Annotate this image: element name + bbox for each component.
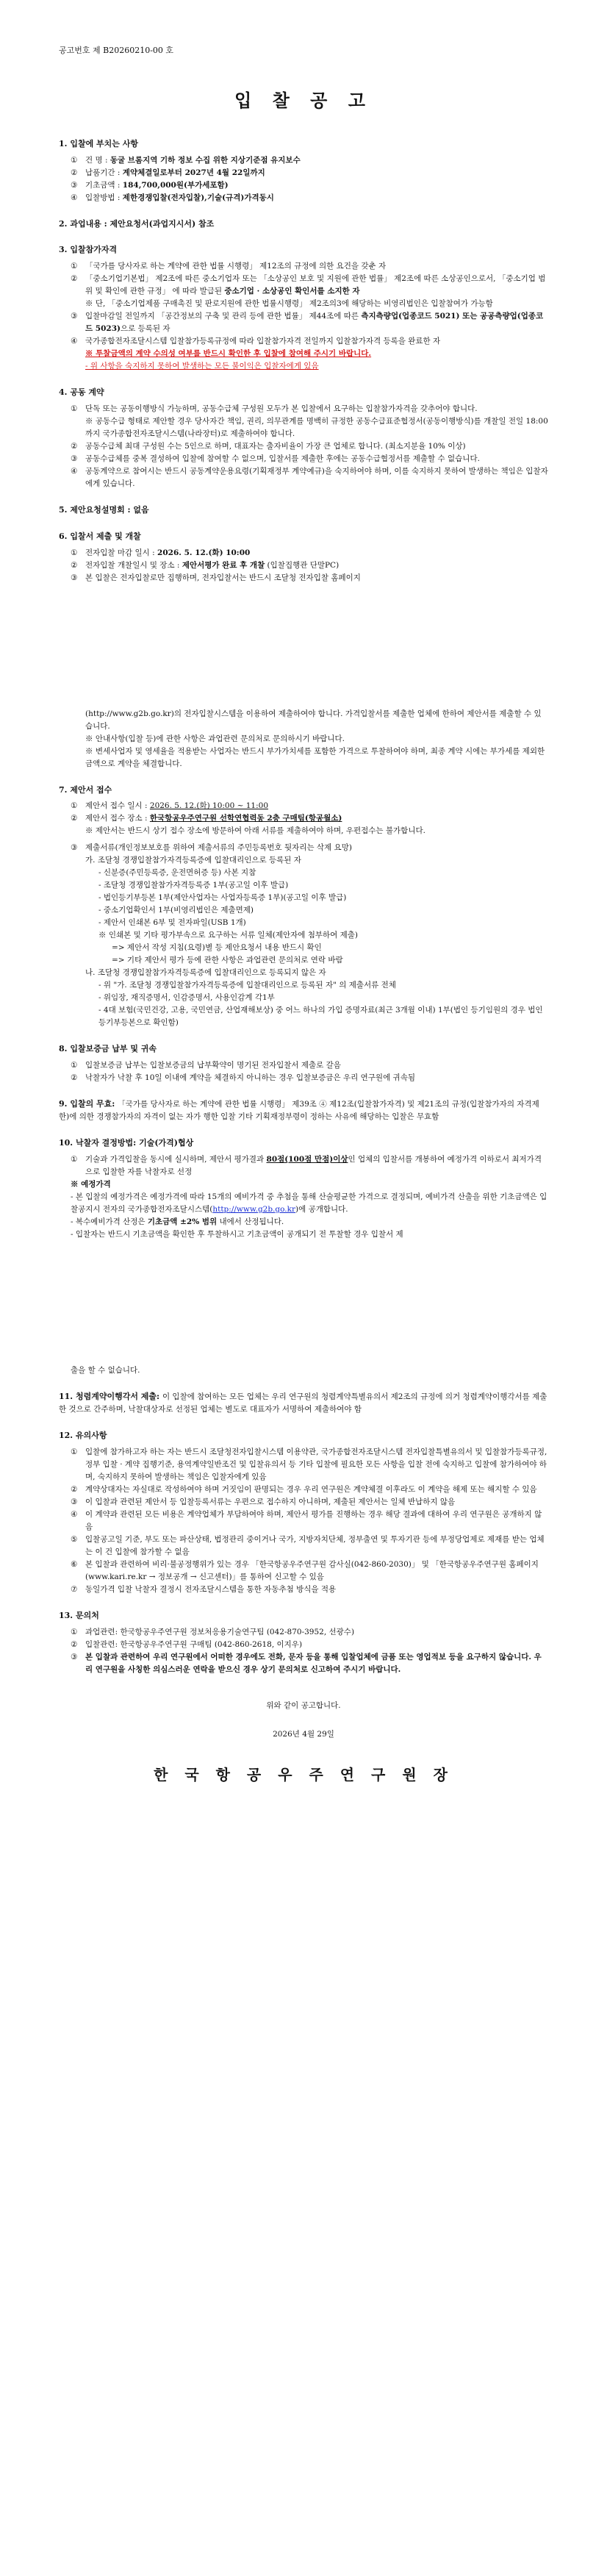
section-title: 11. 청렴계약이행각서 제출: — [59, 1392, 162, 1401]
list-item: ⑤ 입찰공고일 기준, 부도 또는 파산상태, 법정관리 중이거나 국가, 지방자치단체, 정부출연 및 투자기관 등에 부정당업제로 제재를 받는 업체는 이 건 입찰에 참가할 수 없음 — [71, 1534, 545, 1556]
list-item: ⑦ 동일가격 입찰 낙찰자 결정시 전자조달시스템을 통한 자동추첨 방식을 적용 — [71, 1584, 337, 1594]
page-title: 입 찰 공 고 — [234, 89, 373, 111]
list-item: ② 계약상대자는 자실대로 작성하여야 하며 거짓임이 판명되는 경우 우리 연구원은 계약체결 이후라도 이 계약을 해제 또는 해지할 수 있음 — [71, 1484, 537, 1494]
section-title: 10. 낙찰자 결정방법: 기술(가격)협상 — [59, 1138, 194, 1148]
section-award-method: 10. 낙찰자 결정방법: 기술(가격)협상 ① 기술과 가격입찰을 동시에 실시하며, 제안서 평가결과 80점(100점 만점)이상인 업체의 입찰서를 개봉하여 예정가격 이하로서 최저가격으로 입찰한 자를 낙찰자로 선정 ※ 예정가격 - 본 입찰의 예정가격은 예정가격에 따라 15개의 예비가격 중 추첨을 통해 산술평균한 가격으로 결정되며, 예비가격 산출을 위한 기초금액은 입찰공지시 전자의 국가종합전자조달시스템(http://www.g2b.go.kr)에 공개합니다. - 복수예비가격 산정은 기초금액 ±2% 범위 내에서 산정됩니다. - 입찰자는 반드시 기초금액을 확인한 후 투찰하시고 기초금액이 공개되기 전 투찰할 경우 입찰서 제 — [59, 1138, 547, 1239]
fraud-warning: 본 입찰과 관련하여 우리 연구원에서 어떠한 경우에도 전화, 문자 등을 통해 입찰업체에 금품 또는 영업적보 등을 요구하지 않습니다. 우리 연구원을 사칭한 의심스러운 연락을 받으신 경우 상기 문의처로 신고하여 주시기 바랍니다. — [85, 1652, 542, 1674]
section-title: 9. 입찰의 무효: — [59, 1099, 118, 1109]
section-title: 4. 공동 계약 — [59, 387, 104, 398]
receipt-time: 2026. 5. 12.(화) 10:00 ~ 11:00 — [149, 801, 269, 811]
list-item: ③ 이 입찰과 관련된 제안서 등 입찰등록서류는 우편으로 접수하지 아니하며, 제출된 제안서는 일체 반납하지 않음 — [71, 1497, 456, 1506]
section-title: 2. 과업내용 : — [59, 218, 110, 229]
receipt-place: 한국항공우주연구원 선학연협력동 2층 구매팀(항공월소) — [149, 814, 342, 823]
section-title: 7. 제안서 접수 — [59, 784, 112, 795]
list-item: ③ 기초금액 : 184,700,000원(부가세포함) — [71, 180, 229, 190]
warning-text: ※ 투찰금액의 계약 수의성 여부를 반드시 확인한 후 입찰에 참여해 주시기 바랍니다. — [85, 349, 372, 359]
list-item: ⑥ 본 입찰과 관련하여 비리·불공정행위가 있는 경우 「한국항공우주연구원 감사실(042-860-2030)」 및 「한국항공우주연구원 홈페이지(www.kari.re.kr → 정보공개 → 신고센터)」를 통하여 신고할 수 있음 — [71, 1559, 539, 1581]
list-item: ① 건 명 : 동굴 브롬지역 기하 정보 수집 위한 지상기준점 유지보수 — [71, 155, 301, 165]
signer-name: 한 국 항 공 우 주 연 구 원 장 — [154, 1765, 453, 1783]
section-award-continued: 출을 할 수 없습니다. — [71, 1366, 140, 1375]
section-title: 13. 문의처 — [59, 1610, 99, 1620]
section-title: 12. 유의사항 — [59, 1431, 107, 1440]
warning-text: - 위 사항을 숙지하지 못하여 발생하는 모든 불이익은 입찰자에게 있음 — [85, 362, 319, 371]
section-scope: 2. 과업내용 : 제안요청서(과업지시서) 참조 — [59, 218, 215, 229]
section-title: 1. 입찰에 부치는 사항 — [59, 138, 138, 149]
closing-text: 위와 같이 공고합니다. — [266, 1700, 341, 1710]
bid-method: 제한경쟁입찰(전자입찰),기술(규격)가격동시 — [122, 193, 274, 202]
list-item: ② 납품기간 : 계약체결일로부터 2027년 4월 22일까지 — [71, 168, 265, 177]
g2b-link[interactable]: http://www.g2b.go.kr — [212, 1205, 295, 1214]
list-item: ① 입찰에 참가하고자 하는 자는 반드시 조달청전자입찰시스템 이용약관, 국가종합전자조달시스템 전자입찰특별유의서 및 입찰참가등록규정, 정부 입찰 · 계약 집행기준, 용역계약일반조건 및 입찰유의서 등 기타 입찰에 필요한 모든 사항을 입찰 전에 숙지하고 입찰에 참가하여야 하며, 숙지하지 못하여 발생하는 책임은 입찰자에게 있음 — [71, 1447, 547, 1481]
project-name: 동굴 브롬지역 기하 정보 수집 위한 지상기준점 유지보수 — [109, 155, 301, 165]
section-integrity-pledge: 11. 청렴계약이행각서 제출: 이 입찰에 참여하는 모든 업체는 우리 연구원의 청렴계약특별유의서 제2조의 규정에 의거 청렴계약이행각서를 제출한 것으로 간주하며, 낙찰대상자로 선정된 업체는 별도로 대표자가 서명하여 제출하여야 함 — [59, 1392, 547, 1414]
bid-deadline: 2026. 5. 12.(화) 10:00 — [157, 548, 251, 557]
section-submission-continued: (http://www.g2b.go.kr)의 전자입찰시스템을 이용하여 제출하여야 합니다. 가격입찰서를 제출한 업체에 한하여 제안서를 제출할 수 있습니다. ※ 안내사항(입찰 등)에 관한 사항은 과업관련 문의처로 문의하시기 바랍니다. ※ 변세사업자 및 영세율을 적용받는 사업자는 반드시 부가가치세를 포함한 가격으로 투찰하여야 하며, 최종 계약 시에는 부가세를 제외한 금액으로 계약을 체결합니다. — [85, 709, 545, 768]
section-title: 5. 제안요청설명회 : — [59, 504, 134, 515]
section-notes — [59, 1429, 548, 1596]
notice-number: 공고번호 제 B20260210-00 호 — [59, 46, 174, 55]
section-submission: 6. 입찰서 제출 및 개찰 ① 전자입찰 마감 일시 : 2026. 5. 12.(화) 10:00 ② 전자입찰 개찰일시 및 장소 : 제안서평가 완료 후 개찰 (입찰집행관 단말PC) ③ 본 입찰은 전자입찰로만 집행하며, 전자입찰서는 반드시 조달청 전자입찰 홈페이지 — [59, 530, 548, 584]
list-item: ④ 이 계약과 관련된 모든 비용은 계약업체가 부담하여야 하며, 제안서 평가를 진행하는 경우 해당 결과에 대하여 우리 연구원은 공개하지 않음 — [71, 1509, 542, 1531]
section-briefing: 5. 제안요청설명회 : 없음 — [59, 504, 149, 515]
section-qualification: 3. 입찰참가자격 ① 「국가를 당사자로 하는 계약에 관한 법률 시행령」 제12조의 규정에 의한 요건을 갖춘 자 ② 「중소기업기본법」 제2조에 따른 중소기업자 또는 「소상공인 보호 및 지원에 관한 법률」 제2조에 따른 소상공인으로서, 「중소기업 범위 및 확인에 관한 규정」 에 따라 발급된 중소기업 · 소상공인 확인서를 소지한 자 ※ 단, 「중소기업제품 구매촉진 및 판로지원에 관한 법률시행령」 제2조의3에 해당하는 비영리법인은 입찰참여가 가능함 ③ 입찰마감일 전일까지 「공간정보의 구축 및 관리 등에 관한 법률」 제44조에 따른 측지측량업(업종코드 5021) 또는 공공측량업(업종코드 5023)으로 등록된 자 ④ 국가종합전자조달시스템 입찰참가등록규정에 따라 입찰참가자격 전일까지 입찰참가자격 등록을 완료한 자 ※ 투찰금액의 계약 수의성 여부를 반드시 확인한 후 입찰에 참여해 주시기 바랍니다. - 위 사항을 숙지하지 못하여 발생하는 모든 불이익은 입찰자에게 있음 — [59, 243, 548, 373]
base-amount: 184,700,000원(부가세포함) — [122, 180, 229, 190]
page-break-space — [59, 1254, 548, 1364]
section-title: 8. 입찰보증금 납부 및 귀속 — [59, 1044, 157, 1054]
section-proposal-receipt: 7. 제안서 접수 ① 제안서 접수 일시 : 2026. 5. 12.(화) 10:00 ~ 11:00 ② 제안서 접수 장소 : 한국항공우주연구원 선학연협력동 2층 구매팀(항공월소) ※ 제안서는 반드시 상기 접수 장소에 방문하여 아래 서류를 제출하여야 하며, 우편접수는 불가합니다. ③ 제출서류(개인정보보호를 위하여 제출서류의 주민등록번호 뒷자리는 삭제 요망) 가. 조달청 경쟁입찰참가자격등록증에 입찰대리인으로 등록된 자 - 신분증(주민등록증, 운전면허증 등) 사본 지참 - 조달청 경쟁입찰참가자격등록증 1부(공고일 이후 발급) - 법인등기부등본 1부(제안사업자는 사업자등록증 1부)(공고일 이후 발급) - 중소기업확인서 1부(비영리법인은 제출면제) - 제안서 인쇄본 6부 및 전자파일(USB 1개) ※ 인쇄본 및 기타 평가부속으로 요구하는 서류 일체(제안자에 첨부하여 제출) => 제안서 작성 지침(요령)별 등 제안요청서 내용 반드시 확인 => 기타 제안서 평가 등에 관한 사항은 과업관련 문의처로 연락 바람 나. 조달청 경쟁입찰참가자격등록증에 입찰대리인으로 등록되지 않은 자 - 위 "가. 조달청 경쟁입찰참가자격등록증에 입찰대리인으로 등록된 자" 의 제출서류 전체 - 위임장, 재직증명서, 인감증명서, 사용인감계 각1부 - 4대 보험(국민건강, 고용, 국민연금, 산업재해보상) 중 어느 하나의 가입 증명자료(최근 3개월 이내) 1부(법인 등기임원의 경우 법인등기부등본으로 확인함) — [59, 784, 548, 1030]
section-bid-bond: 8. 입찰보증금 납부 및 귀속 ① 입찰보증금 납부는 입찰보증금의 납부확약이 명기된 전자입찰서 제출로 갈음 ② 낙찰자가 낙찰 후 10일 이내에 계약을 체결하지 아니하는 경우 입찰보증금은 우리 연구원에 귀속됨 — [59, 1042, 548, 1084]
section-bid-items — [59, 137, 548, 204]
notice-date: 2026년 4월 29일 — [273, 1729, 334, 1739]
delivery-period: 계약체결일로부터 2027년 4월 22일까지 — [122, 168, 265, 177]
section-contact: 13. 문의처 ① 과업관련: 한국항공우주연구원 정보처응용기술연구팀 (042-870-3952, 선광수) ② 입찰관련: 한국항공우주연구원 구매팀 (042-860-2618, 이지우) ③ 본 입찰과 관련하여 우리 연구원에서 어떠한 경우에도 전화, 문자 등을 통해 입찰업체에 금품 또는 영업적보 등을 요구하지 않습니다. 우리 연구원을 사칭한 의심스러운 연락을 받으신 경우 상기 문의처로 신고하여 주시기 바랍니다. — [59, 1609, 548, 1676]
list-item: ④ 입찰방법 : 제한경쟁입찰(전자입찰),기술(규격)가격동시 — [71, 193, 274, 202]
section-invalid-bids: 9. 입찰의 무효: 「국가를 당사자로 하는 계약에 관한 법률 시행령」 제39조 ④ 제12조(입찰참가자격) 및 제21조의 규정(입찰참가자의 자격제한)에 의한 경쟁참가자의 자격이 없는 자가 행한 입찰 기타 기획재정부령이 정하는 사유에 해당하는 입찰은 무효함 — [59, 1099, 539, 1122]
page-break-space — [59, 598, 548, 708]
section-title: 6. 입찰서 제출 및 개찰 — [59, 531, 141, 541]
section-joint-contract: 4. 공동 계약 ① 단독 또는 공동이행방식 가능하며, 공동수급체 구성원 모두가 본 입찰에서 요구하는 입찰참가자격을 갖추어야 합니다. ※ 공동수급 형태로 제안할 경우 당사자간 책임, 권리, 의무관계를 명백히 규정한 공동수급표준협정서(공동이행방식)를 개찰일 전일 18:00까지 국가종합전자조달시스템(나라장터)로 제출하여야 합니다. ② 공동수급체 최대 구성원 수는 5인으로 하며, 대표자는 출자비율이 가장 큰 업체로 합니다. (최소지분율 10% 이상) ③ 공동수급체를 중복 결성하여 입찰에 참여할 수 없으며, 입찰서를 제출한 후에는 공동수급협정서를 제출할 수 없습니다. ④ 공동계약으로 참여시는 반드시 공동계약운용요령(기획재정부 계약예규)을 숙지하여야 하며, 이를 숙지하지 못하여 발생하는 책임은 입찰자에게 있습니다. — [59, 387, 548, 488]
section-title: 3. 입찰참가자격 — [59, 245, 118, 255]
